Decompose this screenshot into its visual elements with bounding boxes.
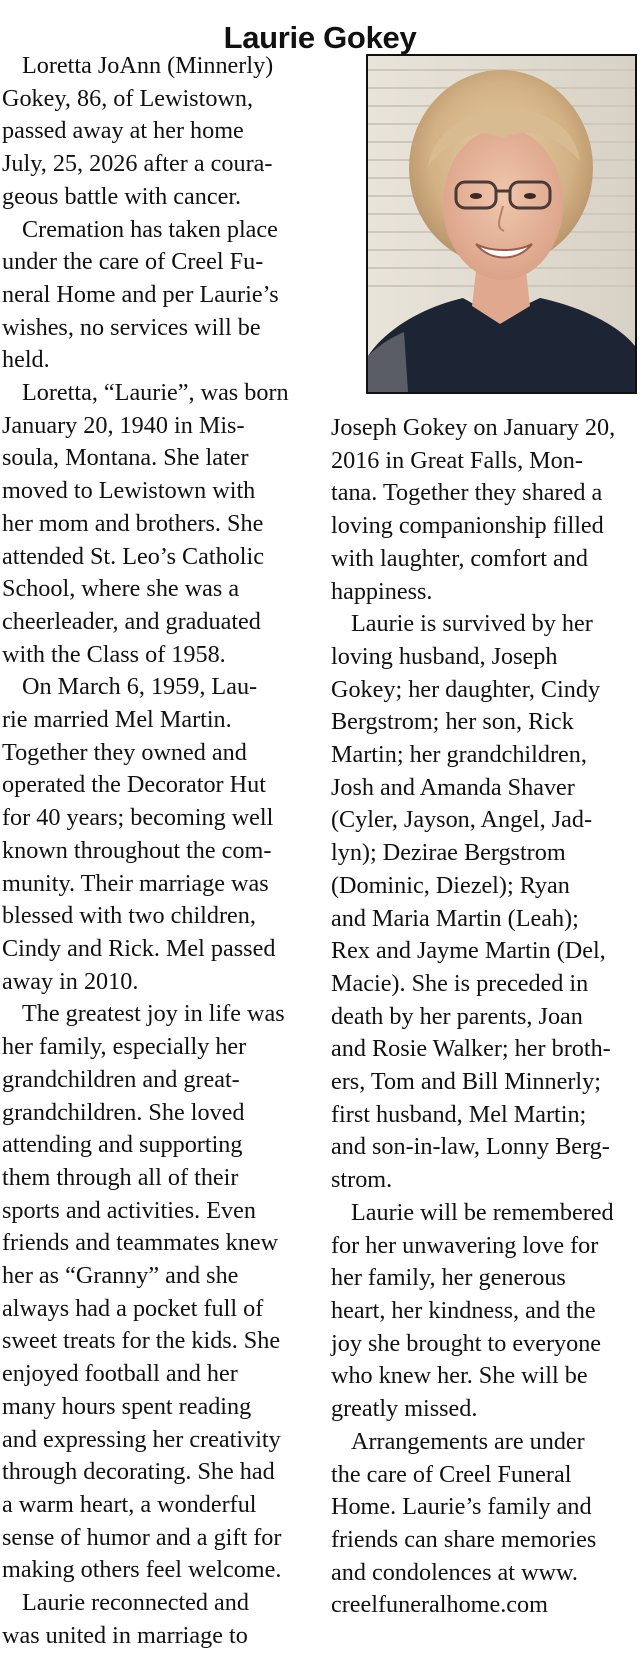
portrait-image: [368, 56, 635, 392]
obituary-left-column: [2, 50, 304, 1652]
obituary-paragraph: Arrangements are under the care of Creel Funeral Home. Laurie’s family and friends can share memories and condolences at www. creelfuneralhome.com: [331, 1427, 597, 1619]
obituary-title: Laurie Gokey: [223, 19, 417, 55]
obituary-paragraph: Laurie is survived by her loving husband, Joseph Gokey; her daughter, Cindy Bergstrom; her son, Rick Martin; her grandchildren, Josh and Amanda Shaver (Cyler, Jayson, Angel, Jad- lyn); Dezirae Bergstrom (Dominic, Diezel); Ryan and Maria Martin (Leah); Rex and Jayme Martin (Del, Macie). She is preceded in death by her parents, Joan and Rosie Walker; her broth- ers, Tom and Bill Minnerly; first husband, Mel Martin; and son-in-law, Lonny Berg- strom.: [331, 610, 611, 1194]
obituary-paragraph-continued: Joseph Gokey on January 20, 2016 in Great Falls, Mon- tana. Together they shared a loving companionship filled with laughter, comfort and happiness.: [331, 414, 616, 605]
obituary-paragraph: Laurie will be remembered for her unwavering love for her family, her generous heart, her kindness, and the joy she brought to everyone who knew her. She will be greatly missed.: [331, 1198, 614, 1423]
obituary-paragraph: Loretta, “Laurie”, was born January 20, 1940 in Mis- soula, Montana. She later moved to Lewistown with her mom and brothers. She attended St. Leo’s Catholic School, where she was a cheerleader, and graduated with the Class of 1958.: [2, 379, 289, 668]
obituary-paragraph: Loretta JoAnn (Minnerly) Gokey, 86, of Lewistown, passed away at her home July, 25, 2026 after a coura- geous battle with cancer.: [2, 52, 274, 210]
portrait-photo: [366, 54, 637, 394]
obituary-right-column: [331, 412, 638, 1622]
obituary-paragraph: The greatest joy in life was her family, especially her grandchildren and great- grandchildren. She loved attending and supporting them through all of their sports and activities. Even friends and teammates knew her as “Granny” and she always had a pocket full of sweet treats for the kids. She enjoyed football and her many hours spent reading and expressing her creativity through decorating. She had a warm heart, a wonderful sense of humor and a gift for making others feel welcome.: [2, 1000, 285, 1584]
obituary-paragraph: Cremation has taken place under the care of Creel Fu- neral Home and per Laurie’s wishes, no services will be held.: [2, 215, 279, 374]
obituary-paragraph: Laurie reconnected and was united in marriage to: [2, 1589, 249, 1649]
obituary-paragraph: On March 6, 1959, Lau- rie married Mel Martin. Together they owned and operated the Decorator Hut for 40 years; becoming well known throughout the com- munity. Their marriage was blessed with two children, Cindy and Rick. Mel passed away in 2010.: [2, 673, 276, 995]
